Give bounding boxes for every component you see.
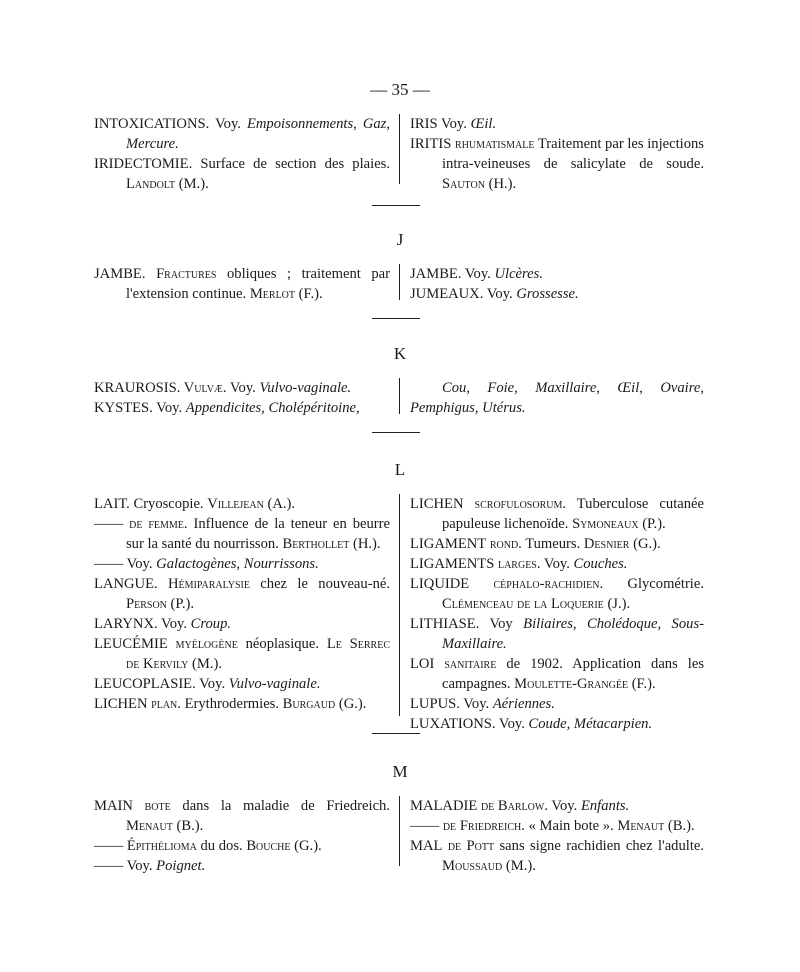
index-entry: LICHEN plan. Erythrodermies. Burgaud (G.). [94, 696, 367, 712]
index-entry: LAIT. Cryoscopie. Villejean (A.). [94, 496, 296, 512]
section-m-right [410, 796, 704, 876]
section-rule [372, 432, 420, 433]
section-l-right [410, 494, 704, 734]
index-entry: —— Voy. Poignet. [94, 858, 206, 874]
index-entry: Cou, Foie, Maxillaire, Œil, Ovaire, Pemphigus, Utérus. [410, 380, 704, 416]
section-j-left [94, 264, 390, 304]
index-entry: —— de femme. Influence de la teneur en beurre sur la santé du nourrisson. Berthollet (H.). [94, 516, 390, 552]
index-entry: INTOXICATIONS. Voy. Empoisonnements, Gaz, Mercure. [94, 116, 390, 152]
index-entry: LITHIASE. Voy Biliaires, Cholédoque, Sous-Maxillaire. [410, 616, 704, 652]
section-m-left [94, 796, 390, 876]
index-entry: JAMBE. Fractures obliques ; traitement par l'extension continue. Merlot (F.). [94, 266, 390, 302]
index-entry: IRIS Voy. Œil. [410, 116, 497, 132]
column-divider [399, 378, 400, 414]
index-entry: MALADIE de Barlow. Voy. Enfants. [410, 798, 630, 814]
section-letter-j: J [396, 230, 404, 249]
section-l-left [94, 494, 390, 714]
index-entry: JAMBE. Voy. Ulcères. [410, 266, 543, 282]
index-entry: LOI sanitaire de 1902. Application dans les campagnes. Moulette-Grangée (F.). [410, 656, 704, 692]
index-entry: LEUCOPLASIE. Voy. Vulvo-vaginale. [94, 676, 321, 692]
page-number: — 35 — [370, 80, 430, 99]
index-entry: MAIN bote dans la maladie de Friedreich. Menaut (B.). [94, 798, 390, 834]
index-entry: LIGAMENT rond. Tumeurs. Desnier (G.). [410, 536, 661, 552]
section-i-right [410, 114, 704, 194]
section-letter-l: L [394, 460, 406, 479]
column-divider [399, 264, 400, 300]
section-k-right [410, 378, 704, 418]
index-entry: LIGAMENTS larges. Voy. Couches. [410, 556, 628, 572]
column-divider [399, 114, 400, 184]
section-j-right [410, 264, 704, 304]
section-rule [372, 318, 420, 319]
index-entry: LEUCÉMIE myélogène néoplasique. Le Serrec de Kervily (M.). [94, 636, 390, 672]
index-entry: LUXATIONS. Voy. Coude, Métacarpien. [410, 716, 653, 732]
index-entry: LICHEN scrofulosorum. Tuberculose cutanée papuleuse lichenoïde. Symoneaux (P.). [410, 496, 704, 532]
index-entry: MAL de Pott sans signe rachidien chez l'adulte. Moussaud (M.). [410, 838, 704, 874]
index-entry: KRAUROSIS. Vulvæ. Voy. Vulvo-vaginale. [94, 380, 352, 396]
index-entry: LARYNX. Voy. Croup. [94, 616, 232, 632]
index-entry: LANGUE. Hémiparalysie chez le nouveau-né. Person (P.). [94, 576, 390, 612]
index-entry: LIQUIDE céphalo-rachidien. Glycométrie. Clémenceau de la Loquerie (J.). [410, 576, 704, 612]
index-entry: IRIDECTOMIE. Surface de section des plaies. Landolt (M.). [94, 156, 390, 192]
index-entry: —— de Friedreich. « Main bote ». Menaut (B.). [410, 818, 695, 834]
section-letter-m: M [392, 762, 408, 781]
section-i-left [94, 114, 390, 194]
index-entry: LUPUS. Voy. Aériennes. [410, 696, 555, 712]
index-entry: —— Voy. Galactogènes, Nourrissons. [94, 556, 319, 572]
section-k-left [94, 378, 390, 418]
index-entry: KYSTES. Voy. Appendicites, Cholépéritoine, [94, 400, 360, 416]
index-entry: —— Épithélioma du dos. Bouche (G.). [94, 838, 322, 854]
index-entry: IRITIS rhumatismale Traitement par les injections intra-veineuses de salicylate de soude. Sauton (H.). [410, 136, 704, 192]
section-rule [372, 205, 420, 206]
section-letter-k: K [393, 344, 407, 363]
index-entry: JUMEAUX. Voy. Grossesse. [410, 286, 579, 302]
column-divider [399, 494, 400, 716]
section-rule [372, 733, 420, 734]
column-divider [399, 796, 400, 866]
